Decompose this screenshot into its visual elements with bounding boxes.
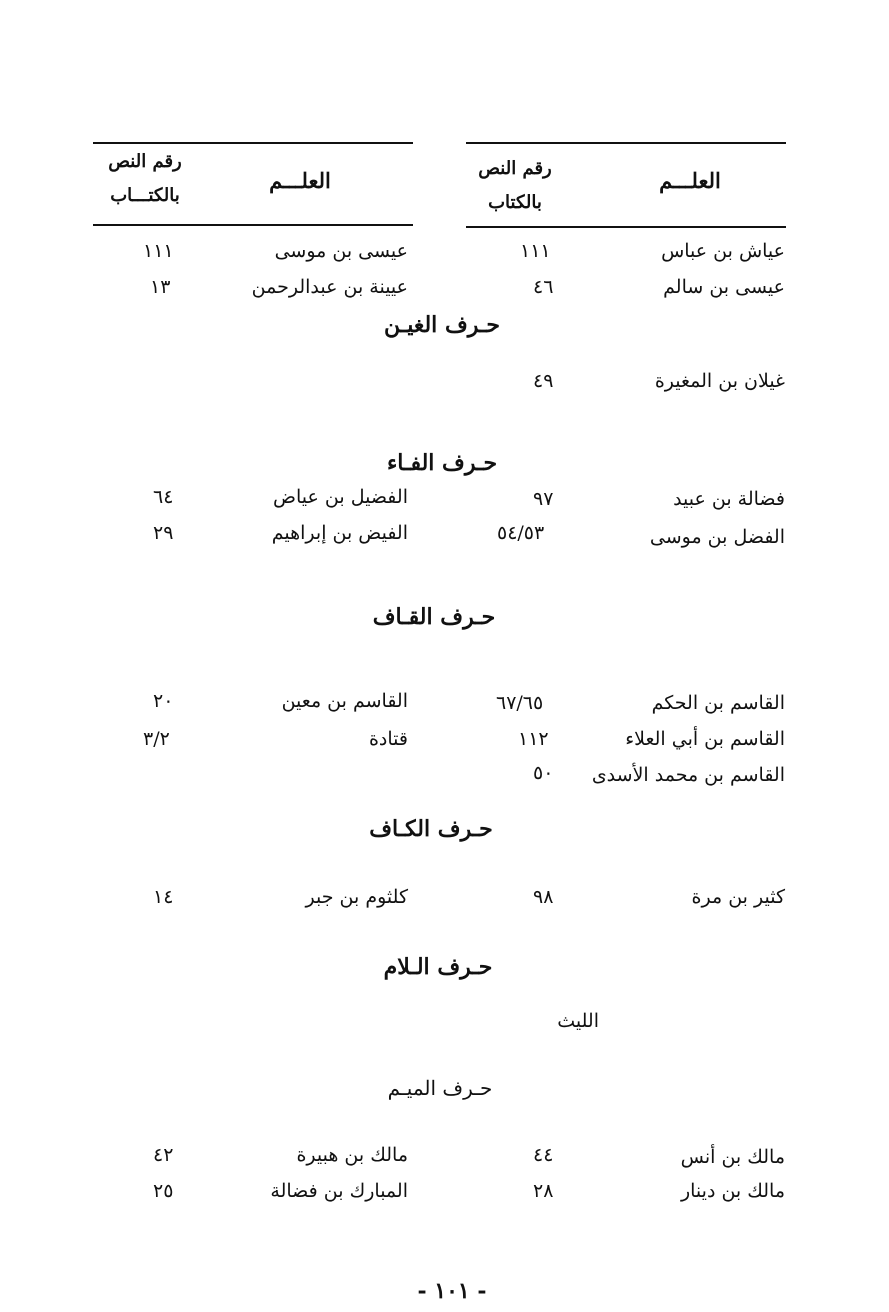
entry-number: ١١١ [520, 240, 551, 262]
section-heading-kaf: حـرف الكـاف [369, 816, 493, 842]
entry-name: القاسم بن أبي العلاء [625, 728, 785, 750]
entry-name: القاسم بن الحكم [651, 692, 785, 714]
section-heading-mim: حـرف الميـم [387, 1076, 493, 1100]
header-top-rule-left [93, 142, 413, 144]
entry-name: مالك بن أنس [680, 1146, 785, 1168]
entry-name: الفضل بن موسى [649, 526, 785, 548]
entry-name: مالك بن دينار [680, 1180, 785, 1202]
header-top-rule-right [466, 142, 786, 144]
header-left-name: العلـــم [269, 168, 331, 193]
section-heading-fa: حـرف الفـاء [386, 450, 498, 476]
header-bottom-rule-right [466, 226, 786, 228]
entry-name: القاسم بن معين [281, 690, 408, 712]
entry-name: عيسى بن موسى [274, 240, 408, 262]
entry-number: ١١٢ [518, 728, 549, 750]
entry-name: عياش بن عباس [661, 240, 785, 262]
entry-number: ٦٧/٦٥ [496, 692, 544, 714]
entry-number: ٢٠ [153, 690, 174, 712]
header-right-name: العلـــم [659, 168, 721, 193]
entry-number: ٢٨ [533, 1180, 554, 1202]
header-right-num-line2: بالكتاب [488, 192, 542, 213]
header-right-num-line1: رقم النص [478, 158, 552, 179]
section-heading-qaf: حـرف القـاف [372, 604, 496, 630]
entry-name: عيينة بن عبدالرحمن [251, 276, 408, 298]
entry-name: فضالة بن عبيد [673, 488, 785, 510]
entry-number: ٤٢ [153, 1144, 174, 1166]
entry-name: مالك بن هبيرة [296, 1144, 408, 1166]
entry-name: قتادة [368, 728, 408, 750]
entry-number: ٩٧ [533, 488, 554, 510]
entry-number: ٩٨ [533, 886, 554, 908]
entry-number: ١١١ [143, 240, 174, 262]
entry-number: ٤٦ [533, 276, 554, 298]
entry-name: الفضيل بن عياض [273, 486, 408, 508]
entry-number: ٤٤ [533, 1144, 554, 1166]
entry-number: ٦٤ [153, 486, 174, 508]
entry-number: ٣/٢ [143, 728, 170, 750]
entry-number: ٥٠ [533, 762, 554, 784]
entry-number: ١٣ [150, 276, 171, 298]
entry-number: ٤٩ [533, 370, 554, 392]
entry-name: المبارك بن فضالة [270, 1180, 408, 1202]
entry-number: ٢٥ [153, 1180, 174, 1202]
header-bottom-rule-left [93, 224, 413, 226]
entry-name: غيلان بن المغيرة [654, 370, 785, 392]
entry-name: الفيض بن إبراهيم [271, 522, 408, 544]
entry-name: كثير بن مرة [691, 886, 785, 908]
header-left-num-line2: بالكتـــاب [110, 185, 180, 206]
entry-name: القاسم بن محمد الأسدى [591, 764, 785, 786]
page-number: - ١٠١ - [417, 1278, 487, 1304]
section-heading-lam: حـرف الـلام [383, 954, 493, 980]
entry-name: الليث [557, 1010, 599, 1032]
entry-number: ١٤ [153, 886, 174, 908]
entry-number: ٢٩ [153, 522, 174, 544]
entry-name: عيسى بن سالم [663, 276, 785, 298]
header-left-num-line1: رقم النص [108, 151, 182, 172]
entry-number: ٥٤/٥٣ [497, 522, 545, 544]
section-heading-ghain: حـرف الغيـن [384, 312, 500, 338]
entry-name: كلثوم بن جبر [305, 886, 408, 908]
